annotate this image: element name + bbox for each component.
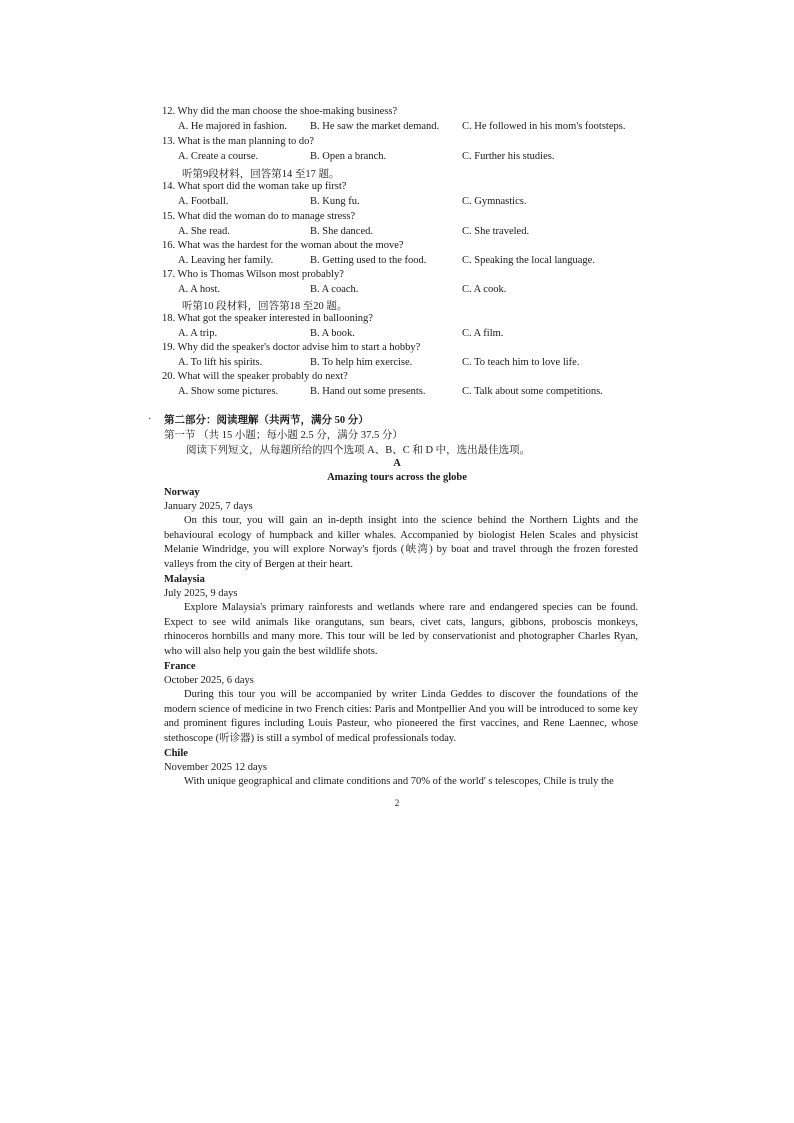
question-stem: 15. What did the woman do to manage stress? (162, 211, 356, 222)
tour-name-malaysia: Malaysia (164, 574, 205, 585)
part-title: 第二部分：阅读理解（共两节，满分 50 分） (164, 415, 369, 426)
tour-text-norway: On this tour, you will gain an in-depth insight into the science behind the Northern Lights and the behavioural ecology of humpback and killer whales. Accompanied by biologist Helen Scales and physicist Melanie Windridge, you will explore Norway's fjords (峡湾) by boat and travel through the frozen forested valleys from the city of Bergen at their heart. (164, 515, 638, 570)
option-a: A. A trip. (178, 328, 218, 339)
option-a: A. She read. (178, 226, 230, 237)
option-a: A. Football. (178, 196, 229, 207)
reading-directions: 阅读下列短文，从每题所给的四个选项 A、B、C 和 D 中，选出最佳选项。 (186, 445, 531, 456)
tour-name-norway: Norway (164, 487, 200, 498)
option-b: B. Hand out some presents. (310, 386, 426, 397)
option-a: A. Create a course. (178, 151, 259, 162)
option-b: B. A book. (310, 328, 355, 339)
option-b: B. A coach. (310, 284, 359, 295)
option-b: B. Kung fu. (310, 196, 360, 207)
question-stem: 14. What sport did the woman take up first? (162, 181, 347, 192)
tour-name-chile: Chile (164, 748, 188, 759)
option-a: A. Leaving her family. (178, 255, 274, 266)
option-b: B. Getting used to the food. (310, 255, 427, 266)
question-stem: 20. What will the speaker probably do next? (162, 371, 348, 382)
page-number: 2 (394, 798, 400, 808)
option-c: C. Further his studies. (462, 151, 555, 162)
tour-text-france: During this tour you will be accompanied by writer Linda Geddes to discover the foundations of the modern science of medicine in two French cities: Paris and Montpellier And you will be introduced to some key and prominent figures including Louis Pasteur, who pioneered the first vaccines, and Rene Laennec, whose stethoscope (听诊器) is still a symbol of medical professionals today. (164, 689, 638, 744)
question-stem: 17. Who is Thomas Wilson most probably? (162, 269, 344, 280)
question-stem: 12. Why did the man choose the shoe-making business? (162, 106, 398, 117)
tour-date-france: October 2025, 6 days (164, 675, 254, 686)
listening-instruction-10: 听第10 段材料，回答第18 至20 题。 (182, 301, 348, 312)
passage-letter: A (393, 458, 401, 469)
option-c: C. Speaking the local language. (462, 255, 595, 266)
passage-title: Amazing tours across the globe (327, 472, 467, 483)
question-stem: 13. What is the man planning to do? (162, 136, 315, 147)
option-c: C. A cook. (462, 284, 507, 295)
question-stem: 16. What was the hardest for the woman about the move? (162, 240, 404, 251)
option-c: C. To teach him to love life. (462, 357, 580, 368)
option-c: C. He followed in his mom's footsteps. (462, 121, 626, 132)
option-a: A. Show some pictures. (178, 386, 279, 397)
margin-mark: · (148, 414, 152, 425)
tour-name-france: France (164, 661, 196, 672)
option-b: B. Open a branch. (310, 151, 387, 162)
tour-text-chile: With unique geographical and climate conditions and 70% of the world' s telescopes, Chile is truly the (184, 776, 614, 787)
tour-date-chile: November 2025 12 days (164, 762, 267, 773)
option-a: A. To lift his spirits. (178, 357, 263, 368)
tour-date-norway: January 2025, 7 days (164, 501, 253, 512)
option-a: A. He majored in fashion. (178, 121, 288, 132)
option-a: A. A host. (178, 284, 221, 295)
question-stem: 19. Why did the speaker's doctor advise him to start a hobby? (162, 342, 421, 353)
option-c: C. Gymnastics. (462, 196, 527, 207)
option-c: C. Talk about some competitions. (462, 386, 603, 397)
tour-date-malaysia: July 2025, 9 days (164, 588, 238, 599)
question-stem: 18. What got the speaker interested in ballooning? (162, 313, 373, 324)
subsection-title: 第一节 （共 15 小题；每小题 2.5 分，满分 37.5 分） (164, 430, 403, 441)
option-c: C. She traveled. (462, 226, 530, 237)
option-b: B. She danced. (310, 226, 373, 237)
option-c: C. A film. (462, 328, 504, 339)
option-b: B. He saw the market demand. (310, 121, 440, 132)
tour-text-malaysia: Explore Malaysia's primary rainforests and wetlands where rare and endangered species can be found. Expect to see wild animals like orangutans, sun bears, civet cats, langurs, gibbons, proboscis monkeys, rhinoceros hornbills and many more. This tour will be led by conservationist and photographer Charles Ryan, who will also help you gain the best wildlife shots. (164, 602, 638, 657)
option-b: B. To help him exercise. (310, 357, 413, 368)
listening-instruction-9: 听第9段材料，回答第14 至17 题。 (182, 169, 340, 180)
